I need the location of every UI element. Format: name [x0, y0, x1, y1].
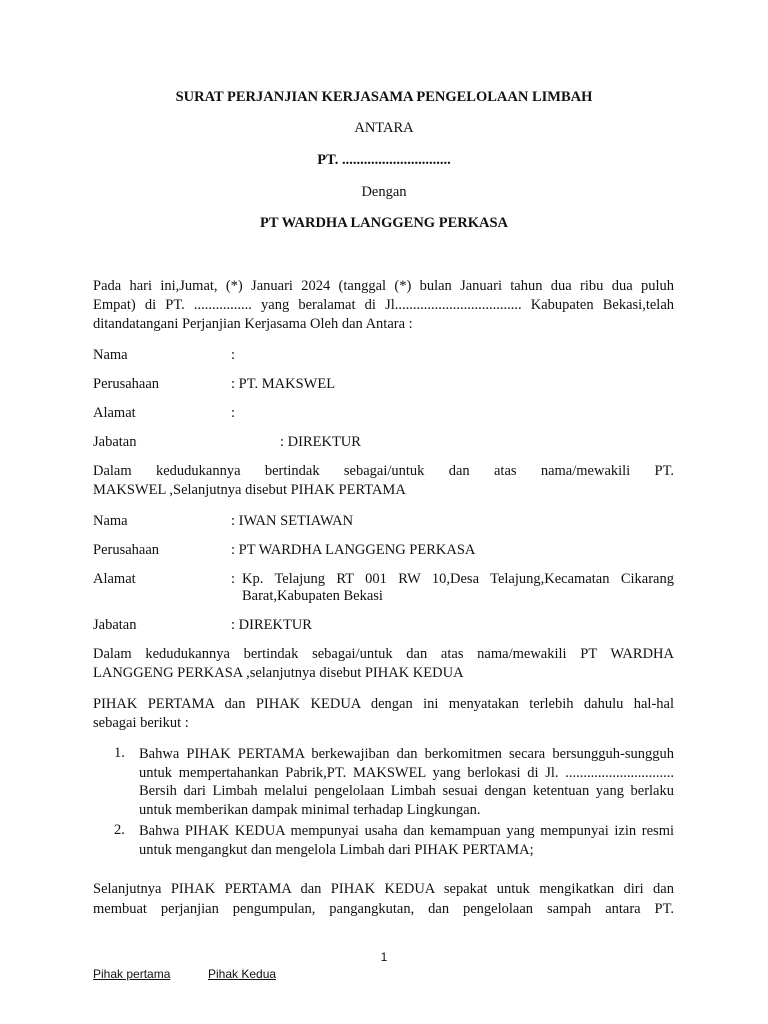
- antara-heading: ANTARA: [354, 120, 414, 136]
- first-party-alamat-label: Alamat: [93, 405, 136, 421]
- list-item-number: 2.: [114, 822, 125, 838]
- second-party-perusahaan-label: Perusahaan: [93, 542, 160, 558]
- first-party-jabatan-value: : DIREKTUR: [280, 434, 361, 450]
- second-party-jabatan-label: Jabatan: [93, 617, 137, 633]
- dengan-heading: Dengan: [361, 184, 407, 200]
- closing-line-2: membuat perjanjian pengumpulan, pangangkutan, dan pengelolaan sampah antara PT.: [93, 901, 674, 917]
- signature-first-party: Pihak pertama: [93, 967, 171, 981]
- first-party-role-line-1: Dalam kedudukannya bertindak sebagai/untuk dan atas nama/mewakili PT.: [93, 463, 674, 479]
- second-party-perusahaan-value: : PT WARDHA LANGGENG PERKASA: [231, 542, 476, 558]
- intro-line-3: ditandatangani Perjanjian Kerjasama Oleh dan Antara :: [93, 316, 413, 332]
- party-one-heading: PT. ..............................: [317, 152, 451, 168]
- first-party-perusahaan-label: Perusahaan: [93, 376, 160, 392]
- statement-line-1: PIHAK PERTAMA dan PIHAK KEDUA dengan ini menyatakan terlebih dahulu hal-hal: [93, 696, 674, 712]
- first-party-nama-value: :: [231, 347, 236, 363]
- party-two-heading: PT WARDHA LANGGENG PERKASA: [259, 215, 508, 231]
- page-number: 1: [380, 950, 388, 964]
- list-item-text: Bahwa PIHAK PERTAMA berkewajiban dan berkomitmen secara bersungguh-sungguh untuk mempertahankan Pabrik,PT. MAKSWEL yang berlokasi di Jl. .............................. Bersih dari Limbah melalui pengelolaan Limbah sesuai dengan ketentuan yang berlaku untuk memberikan dampak minimal terhadap Lingkungan.: [139, 746, 674, 818]
- first-party-nama-label: Nama: [93, 347, 128, 363]
- second-party-alamat-value: Kp. Telajung RT 001 RW 10,Desa Telajung,Kecamatan Cikarang Barat,Kabupaten Bekasi: [242, 571, 674, 604]
- first-party-jabatan-label: Jabatan: [93, 434, 137, 450]
- second-party-nama-label: Nama: [93, 513, 128, 529]
- second-party-role-line-2: LANGGENG PERKASA ,selanjutnya disebut PIHAK KEDUA: [93, 665, 464, 681]
- second-party-alamat-colon: :: [231, 571, 236, 587]
- list-item-text: Bahwa PIHAK KEDUA mempunyai usaha dan kemampuan yang mempunyai izin resmi untuk mengangkut dan mengelola Limbah dari PIHAK PERTAMA;: [139, 823, 674, 858]
- second-party-role-line-1: Dalam kedudukannya bertindak sebagai/untuk dan atas nama/mewakili PT WARDHA: [93, 646, 674, 662]
- closing-line-1: Selanjutnya PIHAK PERTAMA dan PIHAK KEDUA sepakat untuk mengikatkan diri dan: [93, 881, 674, 897]
- intro-line-2: Empat) di PT. ................ yang beralamat di Jl................................... Kabupaten Bekasi,telah: [93, 297, 674, 313]
- list-item-number: 1.: [114, 745, 125, 761]
- second-party-alamat-value-wrap: [231, 571, 674, 605]
- document-title: SURAT PERJANJIAN KERJASAMA PENGELOLAAN LIMBAH: [175, 89, 593, 105]
- signature-second-party: Pihak Kedua: [208, 967, 277, 981]
- second-party-nama-value: : IWAN SETIAWAN: [231, 513, 354, 529]
- first-party-role-line-2: MAKSWEL ,Selanjutnya disebut PIHAK PERTAMA: [93, 482, 406, 498]
- second-party-alamat-label: Alamat: [93, 571, 136, 587]
- first-party-alamat-value: :: [231, 405, 236, 421]
- intro-line-1: Pada hari ini,Jumat, (*) Januari 2024 (tanggal (*) bulan Januari tahun dua ribu dua puluh: [93, 278, 674, 294]
- statement-line-2: sebagai berikut :: [93, 715, 189, 731]
- first-party-perusahaan-value: : PT. MAKSWEL: [231, 376, 336, 392]
- second-party-jabatan-value: : DIREKTUR: [231, 617, 312, 633]
